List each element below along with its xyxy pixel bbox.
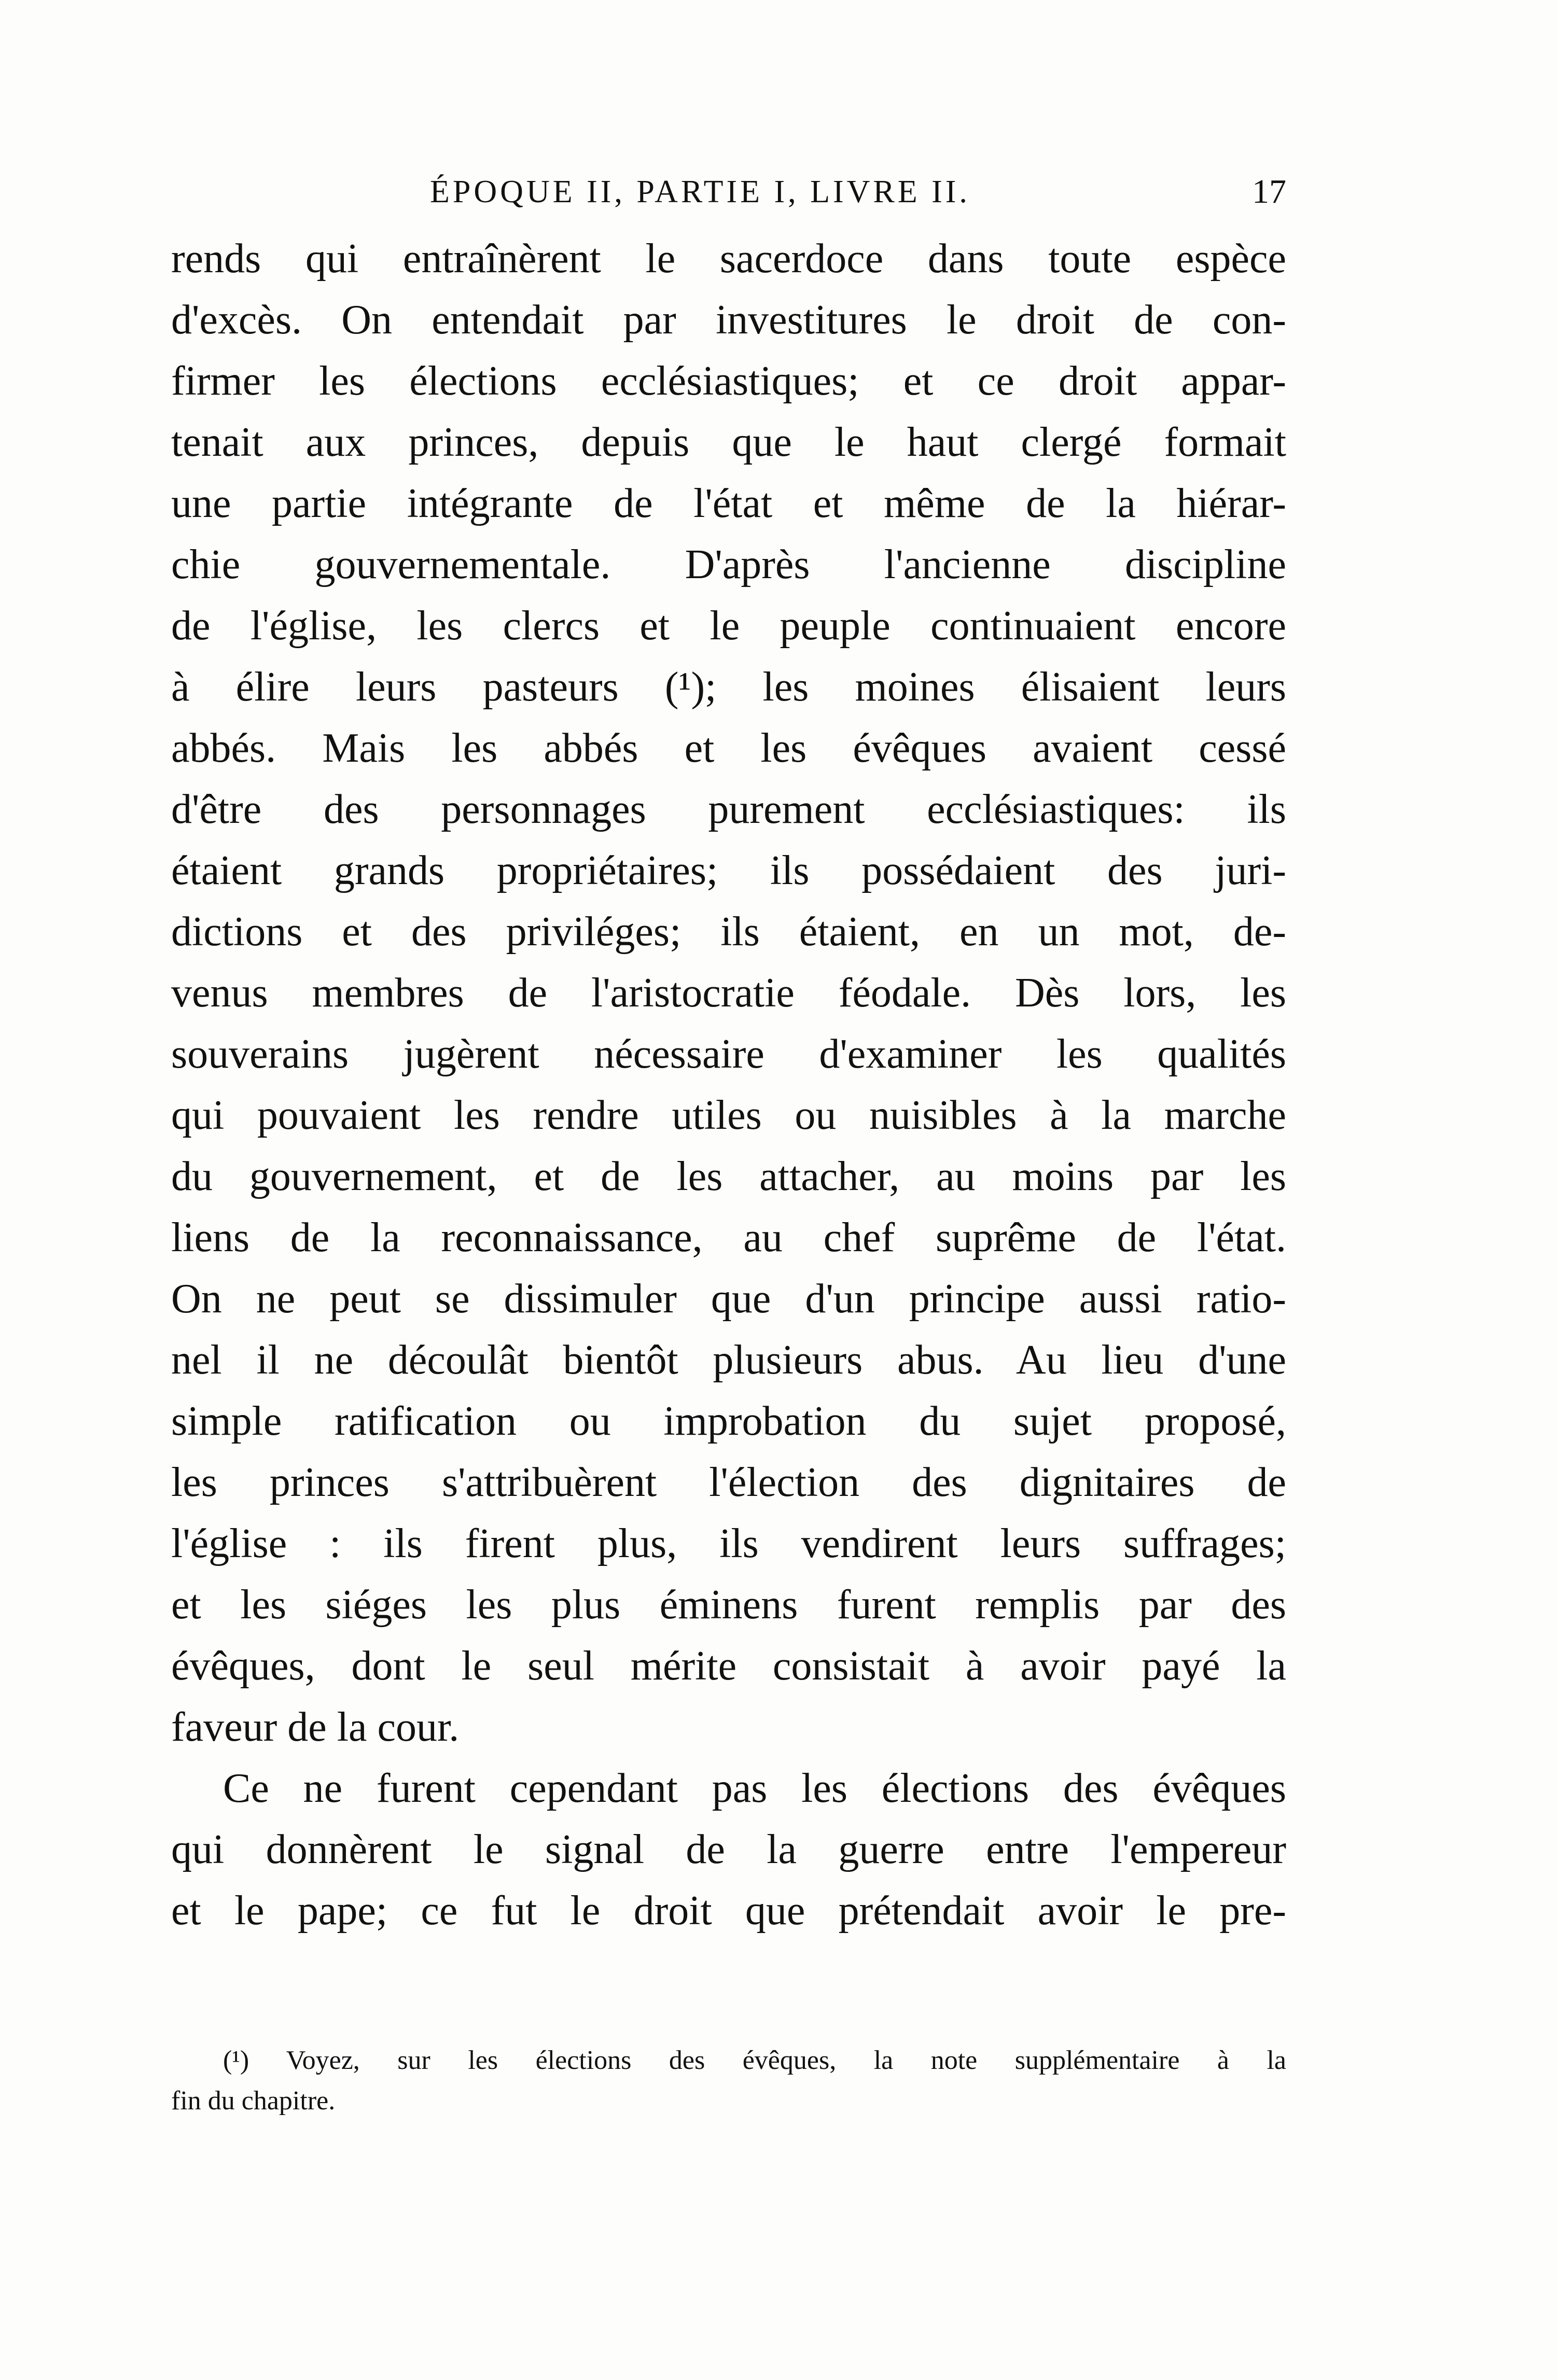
text-line: et les siéges les plus éminens furent remplis par des [171, 1582, 1286, 1628]
text-line: simple ratification ou improbation du sujet proposé, [171, 1398, 1286, 1444]
text-line: l'église : ils firent plus, ils vendirent leurs suffrages; [171, 1521, 1286, 1566]
text-line: qui pouvaient les rendre utiles ou nuisibles à la marche [171, 1093, 1286, 1138]
running-head [171, 169, 1286, 215]
text-line: évêques, dont le seul mérite consistait à avoir payé la [171, 1643, 1286, 1689]
text-line: On ne peut se dissimuler que d'un principe aussi ratio- [171, 1276, 1286, 1322]
text-line: dictions et des priviléges; ils étaient, en un mot, de- [171, 909, 1286, 955]
text-line: d'excès. On entendait par investitures le droit de con- [171, 297, 1286, 343]
text-line: étaient grands propriétaires; ils possédaient des juri- [171, 848, 1286, 893]
text-line: et le pape; ce fut le droit que prétendait avoir le pre- [171, 1888, 1286, 1934]
page-number: 17 [1252, 173, 1286, 211]
text-line: tenait aux princes, depuis que le haut clergé formait [171, 419, 1286, 465]
text-line: firmer les élections ecclésiastiques; et ce droit appar- [171, 358, 1286, 404]
text-line: nel il ne découlât bientôt plusieurs abus. Au lieu d'une [171, 1337, 1286, 1383]
body-text [171, 228, 1286, 1941]
text-line: du gouvernement, et de les attacher, au moins par les [171, 1154, 1286, 1199]
text-line: chie gouvernementale. D'après l'ancienne discipline [171, 542, 1286, 587]
text-line: de l'église, les clercs et le peuple continuaient encore [171, 603, 1286, 649]
text-line: liens de la reconnaissance, au chef suprême de l'état. [171, 1215, 1286, 1261]
footnote-line: fin du chapitre. [171, 2086, 336, 2116]
text-line: les princes s'attribuèrent l'élection des dignitaires de [171, 1460, 1286, 1505]
paragraph-start-line: Ce ne furent cependant pas les élections des évêques [223, 1766, 1286, 1811]
footnote-line: (¹) Voyez, sur les élections des évêques, la note supplémentaire à la [223, 2046, 1286, 2075]
running-title: ÉPOQUE II, PARTIE I, LIVRE II. [430, 174, 970, 209]
footnote [171, 2040, 1286, 2121]
text-line: qui donnèrent le signal de la guerre entre l'empereur [171, 1827, 1286, 1872]
text-line: abbés. Mais les abbés et les évêques avaient cessé [171, 725, 1286, 771]
text-line: à élire leurs pasteurs (¹); les moines élisaient leurs [171, 664, 1286, 710]
text-line: venus membres de l'aristocratie féodale. Dès lors, les [171, 970, 1286, 1016]
text-line: une partie intégrante de l'état et même de la hiérar- [171, 481, 1286, 526]
paragraph-end-line: faveur de la cour. [171, 1704, 460, 1750]
text-line: rends qui entraînèrent le sacerdoce dans toute espèce [171, 236, 1286, 282]
text-line: souverains jugèrent nécessaire d'examiner les qualités [171, 1031, 1286, 1077]
text-line: d'être des personnages purement ecclésiastiques: ils [171, 787, 1286, 832]
